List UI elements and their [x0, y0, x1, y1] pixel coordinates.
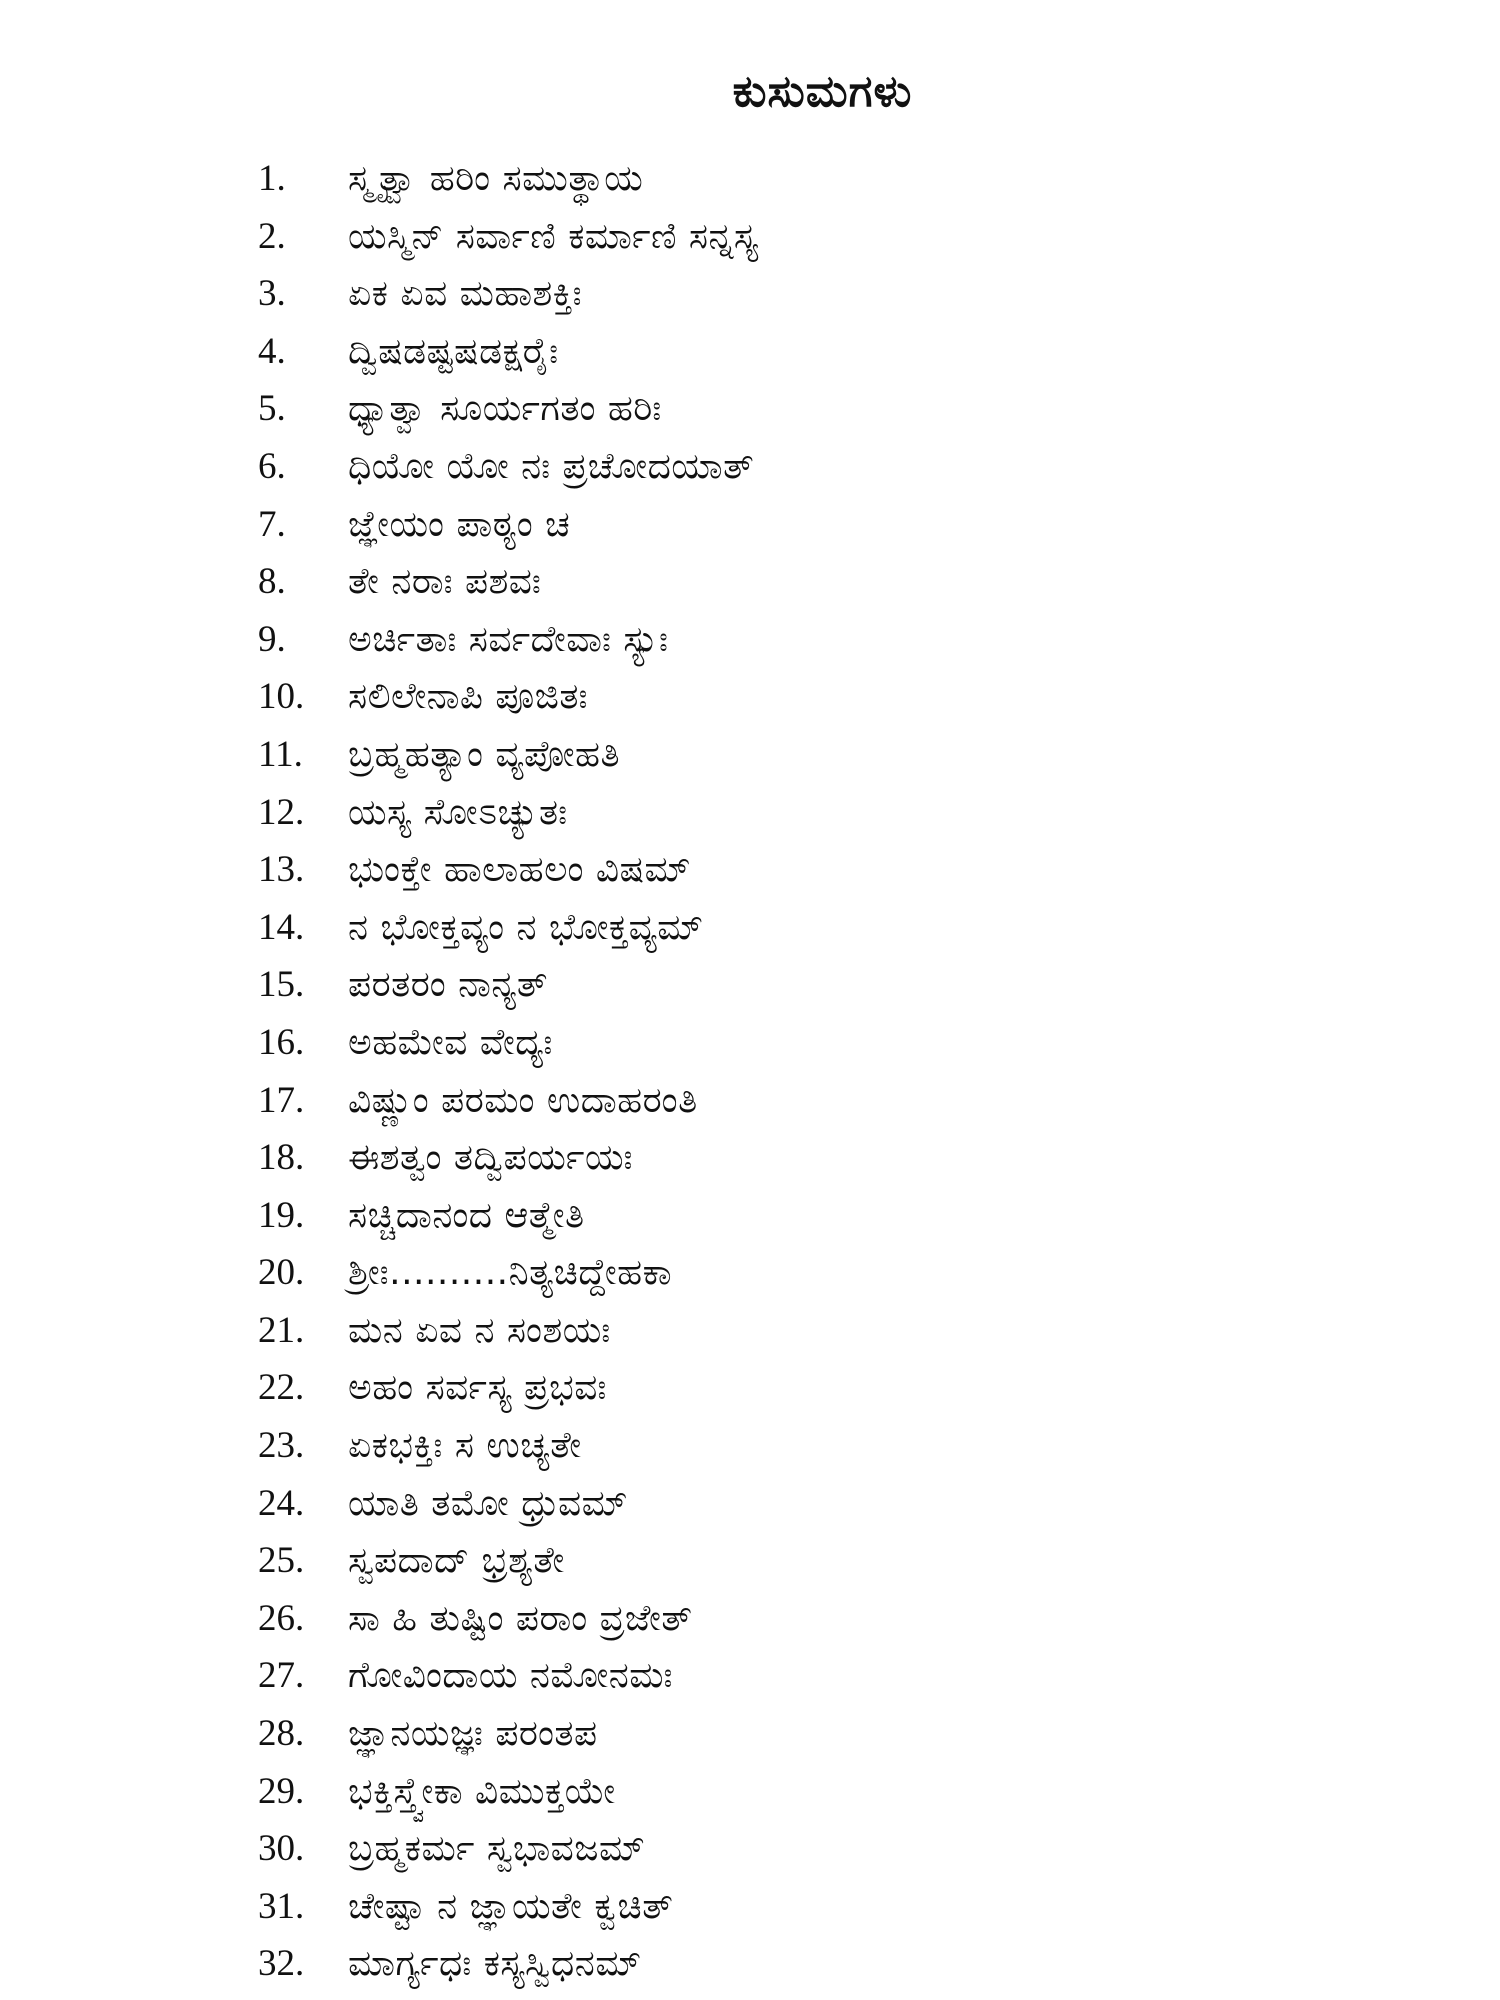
- item-number: 8.: [258, 561, 286, 603]
- list-item: [258, 1079, 759, 1137]
- item-text: ಬ್ರಹ್ಮಹತ್ಯಾಂ ವ್ಯಪೋಹತಿ: [348, 733, 621, 775]
- item-number: 22.: [258, 1367, 305, 1409]
- item-number: 15.: [258, 964, 305, 1006]
- item-number: 9.: [258, 618, 286, 660]
- list-item: [258, 387, 759, 445]
- list-item: [258, 445, 759, 503]
- item-number: 26.: [258, 1597, 305, 1639]
- item-text: ಪರತರಂ ನಾನ್ಯತ್: [348, 964, 549, 1006]
- list-item: [258, 1309, 759, 1367]
- item-number: 10.: [258, 676, 305, 718]
- item-text: ವಿಷ್ಣುಂ ಪರಮಂ ಉದಾಹರಂತಿ: [348, 1079, 698, 1121]
- list-item: [258, 503, 759, 561]
- item-number: 25.: [258, 1540, 305, 1582]
- item-number: 18.: [258, 1137, 305, 1179]
- list-item: [258, 1942, 759, 2000]
- list-item: [258, 1366, 759, 1424]
- item-text: ಅರ್ಚಿತಾಃ ಸರ್ವದೇವಾಃ ಸ್ಯುಃ: [348, 618, 669, 660]
- item-text: ಯಸ್ಮಿನ್ ಸರ್ವಾಣಿ ಕರ್ಮಾಣಿ ಸನ್ನಸ್ಯ: [348, 215, 759, 257]
- list-item: [258, 791, 759, 849]
- list-item: [258, 906, 759, 964]
- item-text: ಏಕಭಕ್ತಿಃ ಸ ಉಚ್ಯತೇ: [348, 1425, 582, 1467]
- item-text: ಧ್ಯಾತ್ವಾ ಸೂರ್ಯಗತಂ ಹರಿಃ: [348, 388, 662, 430]
- list-item: [258, 1827, 759, 1885]
- item-number: 13.: [258, 849, 305, 891]
- item-number: 2.: [258, 215, 286, 257]
- item-text: ಸ್ವಪದಾದ್ ಭ್ರಶ್ಯತೇ: [348, 1540, 565, 1582]
- item-number: 21.: [258, 1309, 305, 1351]
- item-number: 11.: [258, 733, 303, 775]
- list-item: [258, 272, 759, 330]
- item-number: 14.: [258, 906, 305, 948]
- item-text: ಜ್ಞಾನಯಜ್ಞಃ ಪರಂತಪ: [348, 1713, 598, 1755]
- item-text: ಜ್ಞೇಯಂ ಪಾಠ್ಯಂ ಚ: [348, 503, 571, 545]
- item-number: 12.: [258, 791, 305, 833]
- list-item: [258, 1597, 759, 1655]
- list-item: [258, 560, 759, 618]
- item-text: ಸಚ್ಚಿದಾನಂದ ಆತ್ಮೇತಿ: [348, 1194, 585, 1236]
- list-item: [258, 1251, 759, 1309]
- list-item: [258, 675, 759, 733]
- item-number: 27.: [258, 1655, 305, 1697]
- list-item: [258, 618, 759, 676]
- list-item: [258, 1136, 759, 1194]
- item-number: 3.: [258, 273, 286, 315]
- item-text: ಏಕ ಏವ ಮಹಾಶಕ್ತಿಃ: [348, 273, 583, 315]
- item-text: ಬ್ರಹ್ಮಕರ್ಮ ಸ್ವಭಾವಜಮ್: [348, 1828, 646, 1870]
- list-item: [258, 1885, 759, 1943]
- item-number: 28.: [258, 1713, 305, 1755]
- item-text: ಮಾರ್ಗ್ಯಧಃ ಕಸ್ಯಸ್ವಿಧನಮ್: [348, 1943, 642, 1985]
- item-number: 19.: [258, 1194, 305, 1236]
- list-item: [258, 1770, 759, 1828]
- item-text: ಸಲಿಲೇನಾಪಿ ಪೂಜಿತಃ: [348, 676, 588, 718]
- item-number: 4.: [258, 330, 286, 372]
- item-text: ಭುಂಕ್ತೇ ಹಾಲಾಹಲಂ ವಿಷಮ್: [348, 849, 691, 891]
- item-text: ದ್ವಿಷಡಷ್ಟಷಡಕ್ಷರೈಃ: [348, 330, 559, 372]
- item-text: ಧಿಯೋ ಯೋ ನಃ ಪ್ರಚೋದಯಾತ್: [348, 445, 755, 487]
- item-number: 23.: [258, 1425, 305, 1467]
- page-title: ಕುಸುಮಗಳು: [732, 66, 913, 117]
- list-item: [258, 157, 759, 215]
- item-text: ನ ಭೋಕ್ತವ್ಯಂ ನ ಭೋಕ್ತವ್ಯಮ್: [348, 906, 704, 948]
- list-item: [258, 1712, 759, 1770]
- item-text: ಮನ ಏವ ನ ಸಂಶಯಃ: [348, 1309, 611, 1351]
- list-item: [258, 1539, 759, 1597]
- item-text: ಅಹಂ ಸರ್ವಸ್ಯ ಪ್ರಭವಃ: [348, 1367, 607, 1409]
- item-number: 31.: [258, 1885, 305, 1927]
- item-number: 6.: [258, 445, 286, 487]
- item-number: 24.: [258, 1482, 305, 1524]
- list-item: [258, 1654, 759, 1712]
- item-number: 16.: [258, 1021, 305, 1063]
- item-text: ಯಸ್ಯ ಸೋಽಚ್ಯುತಃ: [348, 791, 568, 833]
- item-text: ಯಾತಿ ತಮೋ ಧ್ರುವಮ್: [348, 1482, 628, 1524]
- list-item: [258, 963, 759, 1021]
- item-text: ಅಹಮೇವ ವೇದ್ಯಃ: [348, 1021, 553, 1063]
- list-item: [258, 1424, 759, 1482]
- item-text: ಗೋವಿಂದಾಯ ನಮೋನಮಃ: [348, 1655, 674, 1697]
- item-number: 5.: [258, 388, 286, 430]
- list-item: [258, 215, 759, 273]
- item-text: ಶ್ರೀಃ..........ನಿತ್ಯಚಿದ್ದೇಹಕಾ: [348, 1252, 673, 1294]
- item-number: 30.: [258, 1828, 305, 1870]
- list-item: [258, 848, 759, 906]
- item-number: 7.: [258, 503, 286, 545]
- item-number: 29.: [258, 1770, 305, 1812]
- contents-list: [258, 157, 759, 2000]
- list-item: [258, 330, 759, 388]
- list-item: [258, 1194, 759, 1252]
- list-item: [258, 1021, 759, 1079]
- item-text: ಈಶತ್ವಂ ತದ್ವಿಪರ್ಯಯಃ: [348, 1137, 633, 1179]
- list-item: [258, 733, 759, 791]
- item-text: ಭಕ್ತಿಸ್ತ್ವೇಕಾ ವಿಮುಕ್ತಯೇ: [348, 1770, 616, 1812]
- list-item: [258, 1482, 759, 1540]
- item-number: 1.: [258, 158, 286, 199]
- item-text: ಚೇಷ್ಟಾ ನ ಜ್ಞಾಯತೇ ಕ್ವಚಿತ್: [348, 1885, 674, 1927]
- item-text: ಸ್ಮೃತ್ವಾ ಹರಿಂ ಸಮುತ್ಥಾಯ: [348, 158, 644, 199]
- item-text: ಸಾ ಹಿ ತುಷ್ಟಿಂ ಪರಾಂ ವ್ರಜೇತ್: [348, 1597, 693, 1639]
- item-text: ತೇ ನರಾಃ ಪಶವಃ: [348, 561, 542, 603]
- item-number: 17.: [258, 1079, 305, 1121]
- item-number: 20.: [258, 1252, 305, 1294]
- item-number: 32.: [258, 1943, 305, 1985]
